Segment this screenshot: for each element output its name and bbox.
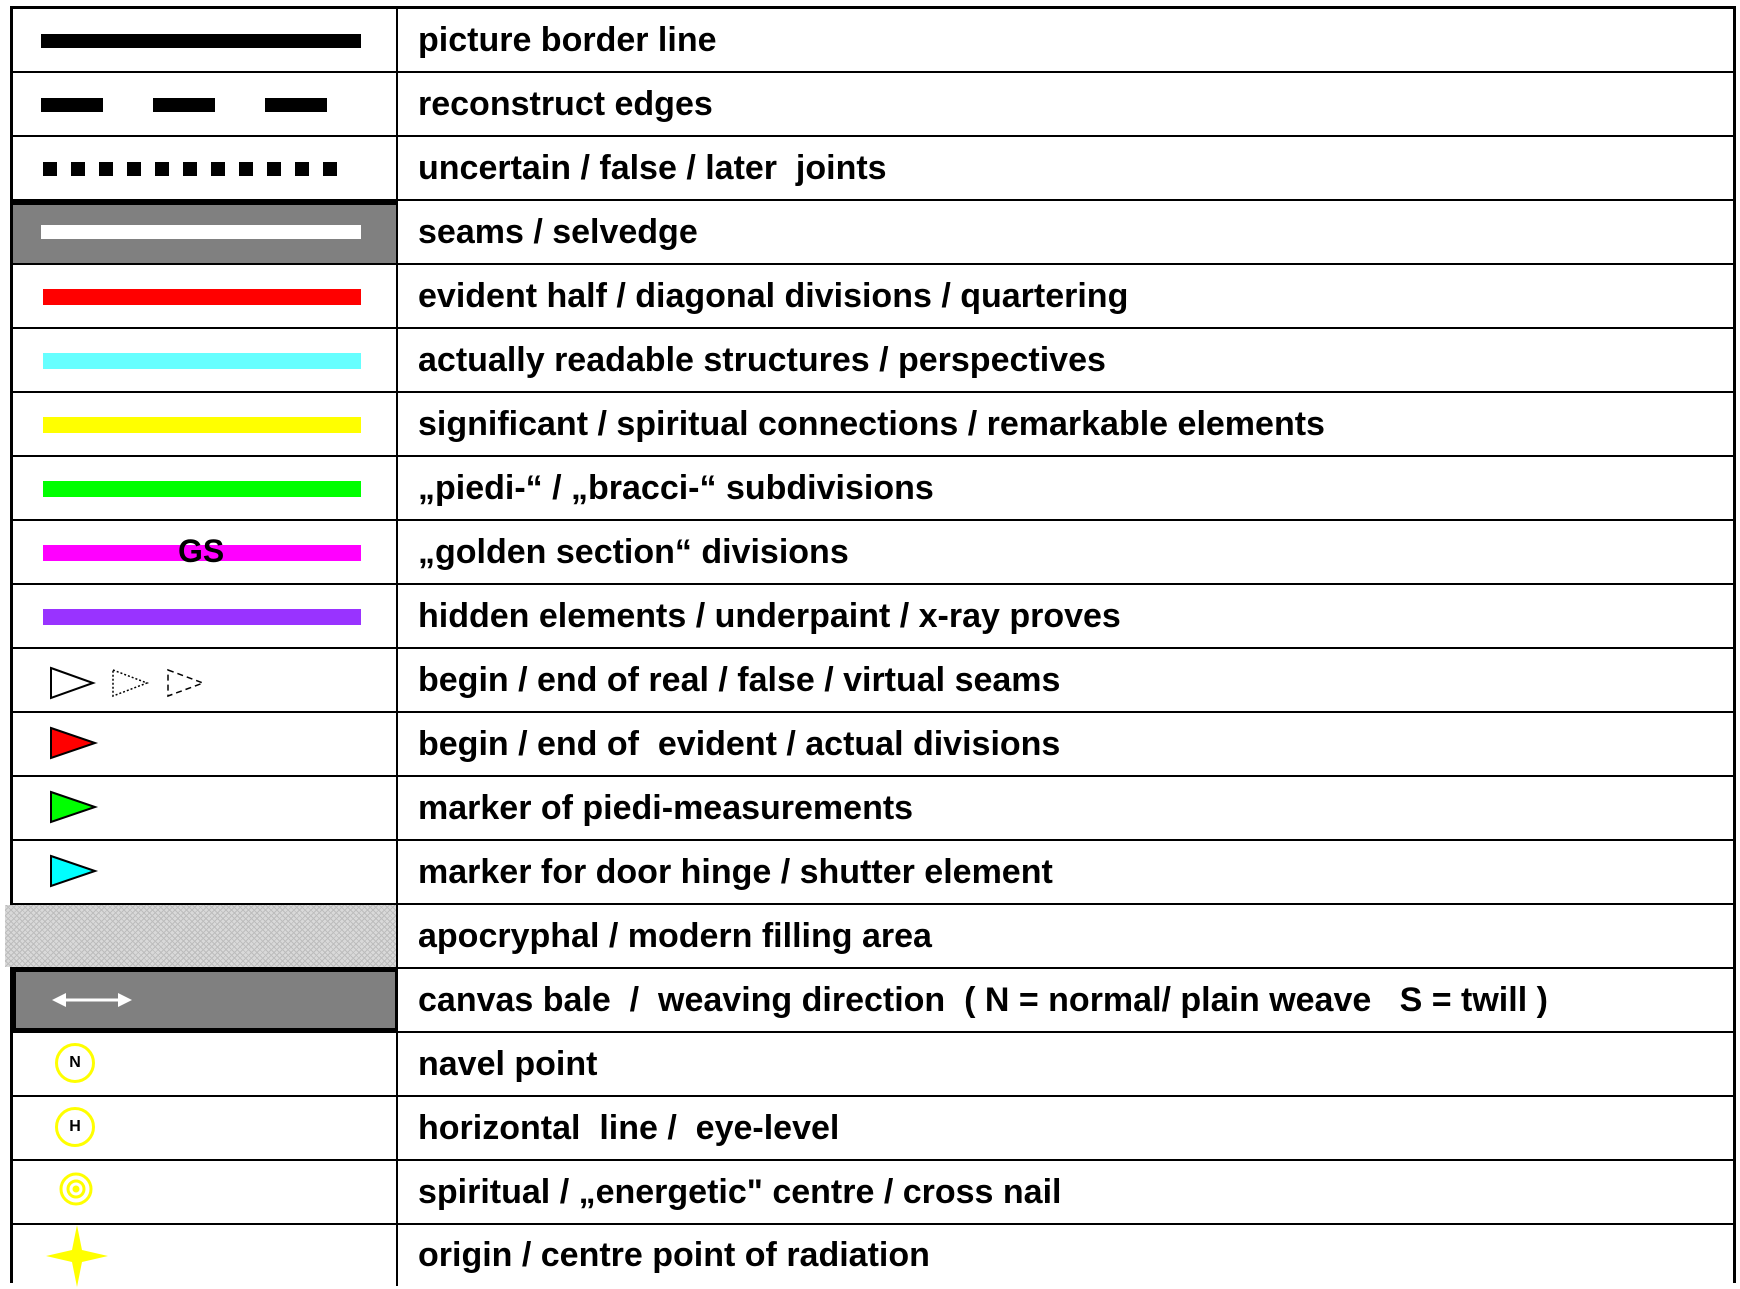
- legend-label: „piedi-“ / „bracci-“ subdivisions: [418, 468, 934, 507]
- legend-label: spiritual / „energetic" centre / cross nail: [418, 1172, 1062, 1211]
- legend-label: actually readable structures / perspectives: [418, 340, 1106, 379]
- legend-label: canvas bale / weaving direction ( N = normal/ plain weave S = twill ): [418, 980, 1548, 1019]
- gs-symbol-label: GS: [178, 533, 225, 569]
- legend-label: begin / end of evident / actual divisions: [418, 724, 1061, 763]
- purple-line-symbol: [13, 585, 398, 647]
- double-arrow-on-gray-symbol: [13, 969, 398, 1031]
- legend-label: „golden section“ divisions: [418, 532, 849, 571]
- circle-n-symbol: [13, 1033, 398, 1095]
- hatched-gray-area-symbol: [5, 905, 398, 967]
- legend-label: apocryphal / modern filling area: [418, 916, 932, 955]
- concentric-circles-symbol: [13, 1161, 398, 1223]
- legend-row-golden-section: [13, 521, 1733, 585]
- dotted-black-line-symbol: [13, 137, 398, 199]
- concentric-circles-icon: [61, 1174, 91, 1204]
- green-triangle-symbol: [13, 777, 398, 839]
- navel-point-icon: N: [55, 1043, 95, 1083]
- legend-row-door-hinge: [13, 841, 1733, 905]
- legend-label: marker for door hinge / shutter element: [418, 852, 1053, 891]
- legend-label: uncertain / false / later joints: [418, 148, 887, 187]
- green-triangle-icon: [51, 792, 95, 822]
- dashed-black-line-symbol: [13, 73, 398, 135]
- solid-black-line-symbol: [13, 9, 398, 71]
- legend-row-radiation-origin: [13, 1225, 1733, 1286]
- legend-row-energetic-centre: [13, 1161, 1733, 1225]
- legend-label: significant / spiritual connections / remarkable elements: [418, 404, 1325, 443]
- legend-label: horizontal line / eye-level: [418, 1108, 840, 1147]
- legend-row-piedi-markers: [13, 777, 1733, 841]
- legend-row-reconstruct-edges: [13, 73, 1733, 137]
- legend-label: origin / centre point of radiation: [418, 1236, 930, 1274]
- dashed-outline-triangle-icon: [168, 670, 203, 696]
- outline-triangles-symbol: [13, 649, 398, 711]
- legend-table: [10, 6, 1736, 1283]
- legend-label: begin / end of real / false / virtual seams: [418, 660, 1061, 699]
- legend-row-division-markers: [13, 713, 1733, 777]
- legend-row-horizontal-line: [13, 1097, 1733, 1161]
- red-triangle-icon: [51, 728, 95, 758]
- legend-label: navel point: [418, 1044, 598, 1083]
- legend-row-piedi-bracci: [13, 457, 1733, 521]
- legend-label: evident half / diagonal divisions / quartering: [418, 276, 1129, 315]
- legend-label: marker of piedi-measurements: [418, 788, 914, 827]
- legend-row-seam-markers: [13, 649, 1733, 713]
- legend-row-navel-point: [13, 1033, 1733, 1097]
- yellow-line-symbol: [13, 393, 398, 455]
- legend-label: seams / selvedge: [418, 212, 698, 251]
- circle-h-symbol: [13, 1097, 398, 1159]
- legend-row-picture-border: [13, 9, 1733, 73]
- legend-row-hidden-elements: [13, 585, 1733, 649]
- cyan-triangle-symbol: [13, 841, 398, 903]
- green-line-symbol: [13, 457, 398, 519]
- cyan-triangle-icon: [51, 856, 95, 886]
- four-point-star-icon: [46, 1225, 108, 1287]
- legend-row-canvas-bale: [13, 969, 1733, 1033]
- white-line-on-gray-symbol: [13, 201, 398, 263]
- double-arrow-icon: [52, 993, 132, 1007]
- legend-label: reconstruct edges: [418, 84, 713, 123]
- horizon-icon: H: [55, 1107, 95, 1147]
- legend-row-seams-selvedge: [13, 201, 1733, 265]
- legend-row-evident-divisions: [13, 265, 1733, 329]
- dotted-outline-triangle-icon: [113, 670, 147, 696]
- red-line-symbol: [13, 265, 398, 327]
- solid-outline-triangle-icon: [51, 668, 93, 698]
- legend-label: hidden elements / underpaint / x-ray proves: [418, 596, 1121, 635]
- cyan-line-symbol: [13, 329, 398, 391]
- legend-row-apocryphal-area: [13, 905, 1733, 969]
- red-triangle-symbol: [13, 713, 398, 775]
- magenta-line-symbol: [13, 521, 398, 583]
- legend-row-readable-structures: [13, 329, 1733, 393]
- legend-row-spiritual-connections: [13, 393, 1733, 457]
- yellow-star-symbol: [13, 1225, 398, 1286]
- legend-row-uncertain-joints: [13, 137, 1733, 201]
- legend-label: picture border line: [418, 20, 717, 59]
